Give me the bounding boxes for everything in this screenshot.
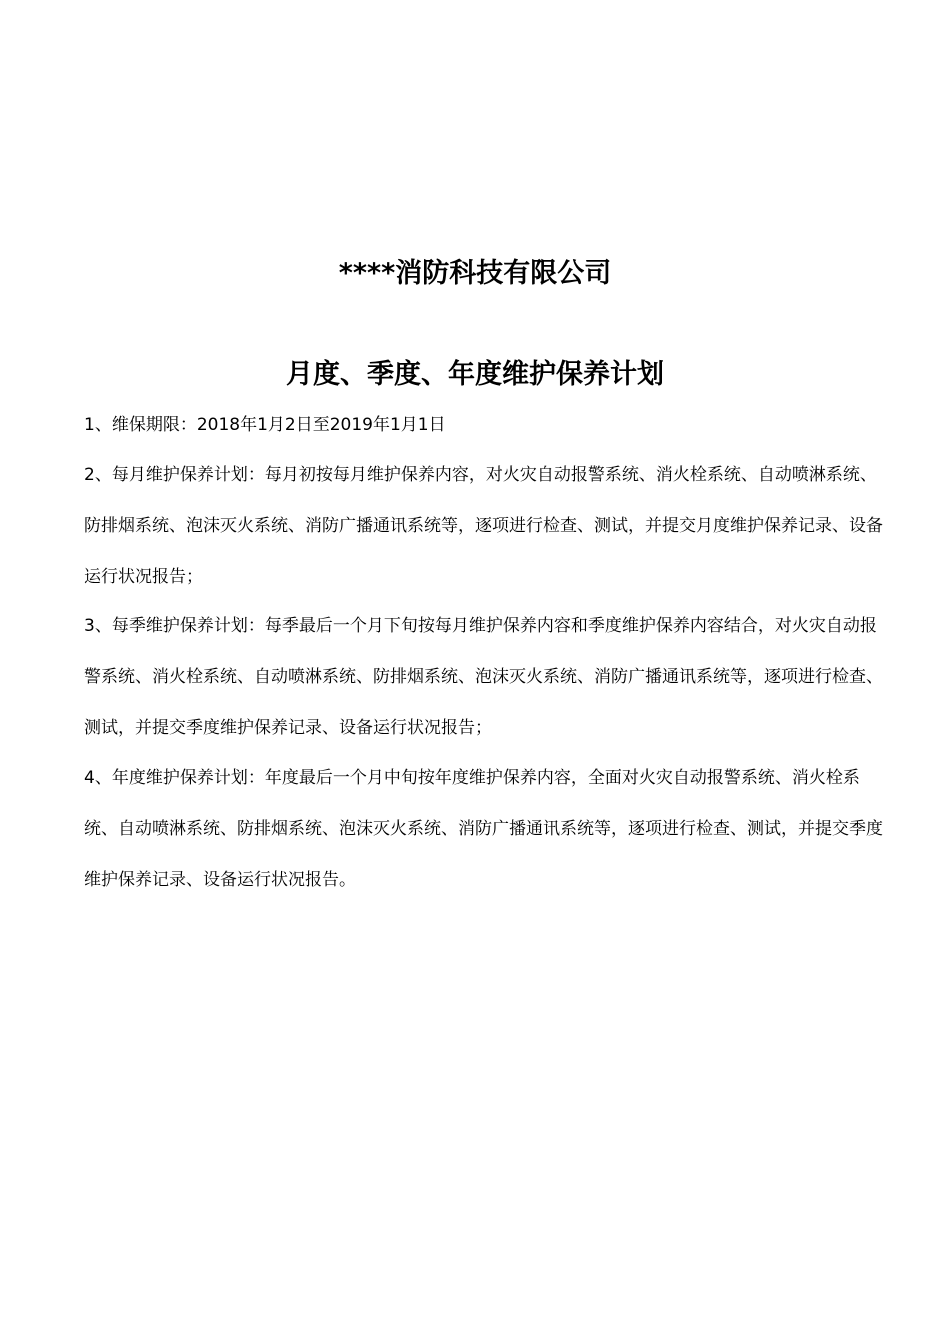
paragraph-monthly-plan: 2、每月维护保养计划：每月初按每月维护保养内容，对火灾自动报警系统、消火栓系统、自动喷淋系统、防排烟系统、泡沫灭火系统、消防广播通讯系统等，逐项进行检查、测试，并提交月度维护保养记录、设备运行状况报告； [84,465,883,587]
paragraph-annual-plan: 4、年度维护保养计划：年度最后一个月中旬按年度维护保养内容，全面对火灾自动报警系统、消火栓系统、自动喷淋系统、防排烟系统、泡沫灭火系统、消防广播通讯系统等，逐项进行检查、测试，并提交季度维护保养记录、设备运行状况报告。 [84,768,883,890]
paragraph-quarterly-plan: 3、每季维护保养计划：每季最后一个月下旬按每月维护保养内容和季度维护保养内容结合，对火灾自动报警系统、消火栓系统、自动喷淋系统、防排烟系统、泡沫灭火系统、消防广播通讯系统等，逐项进行检查、测试，并提交季度维护保养记录、设备运行状况报告； [84,616,883,738]
company-title: ****消防科技有限公司 [338,258,612,289]
paragraph-maintenance-period: 1、维保期限：2018年1月2日至2019年1月1日 [84,415,446,435]
document-title: 月度、季度、年度维护保养计划 [286,359,664,390]
